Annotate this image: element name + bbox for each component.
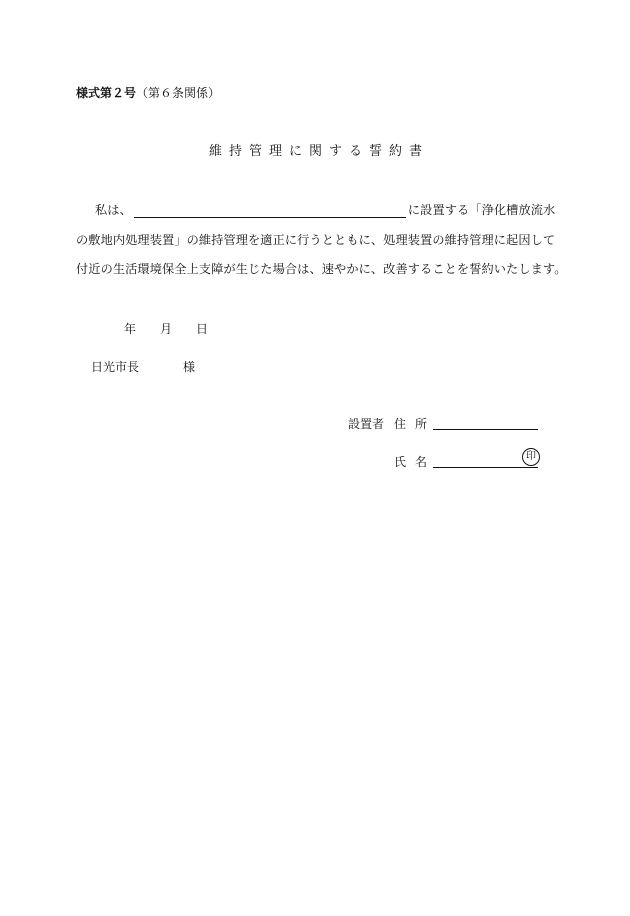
date-month-label: 月 [160, 322, 173, 336]
pledge-line-3: 付近の生活環境保全上支障が生じた場合は、速やかに、改善することを誓約いたします。 [76, 262, 567, 276]
seal-mark: 印 [522, 448, 540, 466]
pledge-line-1 [95, 201, 555, 218]
form-number-code: 様式第２号 [76, 86, 137, 100]
installer-label: 設置者 [348, 417, 385, 431]
pledge-subject: 私は、 [95, 203, 132, 217]
date-day-label: 日 [196, 322, 209, 336]
name-label: 氏名 [394, 455, 437, 469]
document-title: 維持管理に関する誓約書 [208, 144, 429, 159]
addressee-honorific: 様 [183, 360, 196, 374]
pledge-line-1-suffix: に設置する「浄化槽放流水 [407, 203, 556, 217]
name-field[interactable] [433, 467, 538, 468]
date-year-label: 年 [124, 322, 137, 336]
location-blank-field[interactable] [134, 204, 406, 218]
address-field[interactable] [433, 429, 538, 430]
pledge-line-2: の敷地内処理装置」の維持管理を適正に行うとともに、処理装置の維持管理に起因して [76, 233, 556, 247]
address-label: 住所 [394, 417, 437, 431]
form-number [76, 84, 220, 101]
form-article-reference: （第６条関係） [136, 86, 221, 100]
addressee-name: 日光市長 [91, 360, 140, 374]
